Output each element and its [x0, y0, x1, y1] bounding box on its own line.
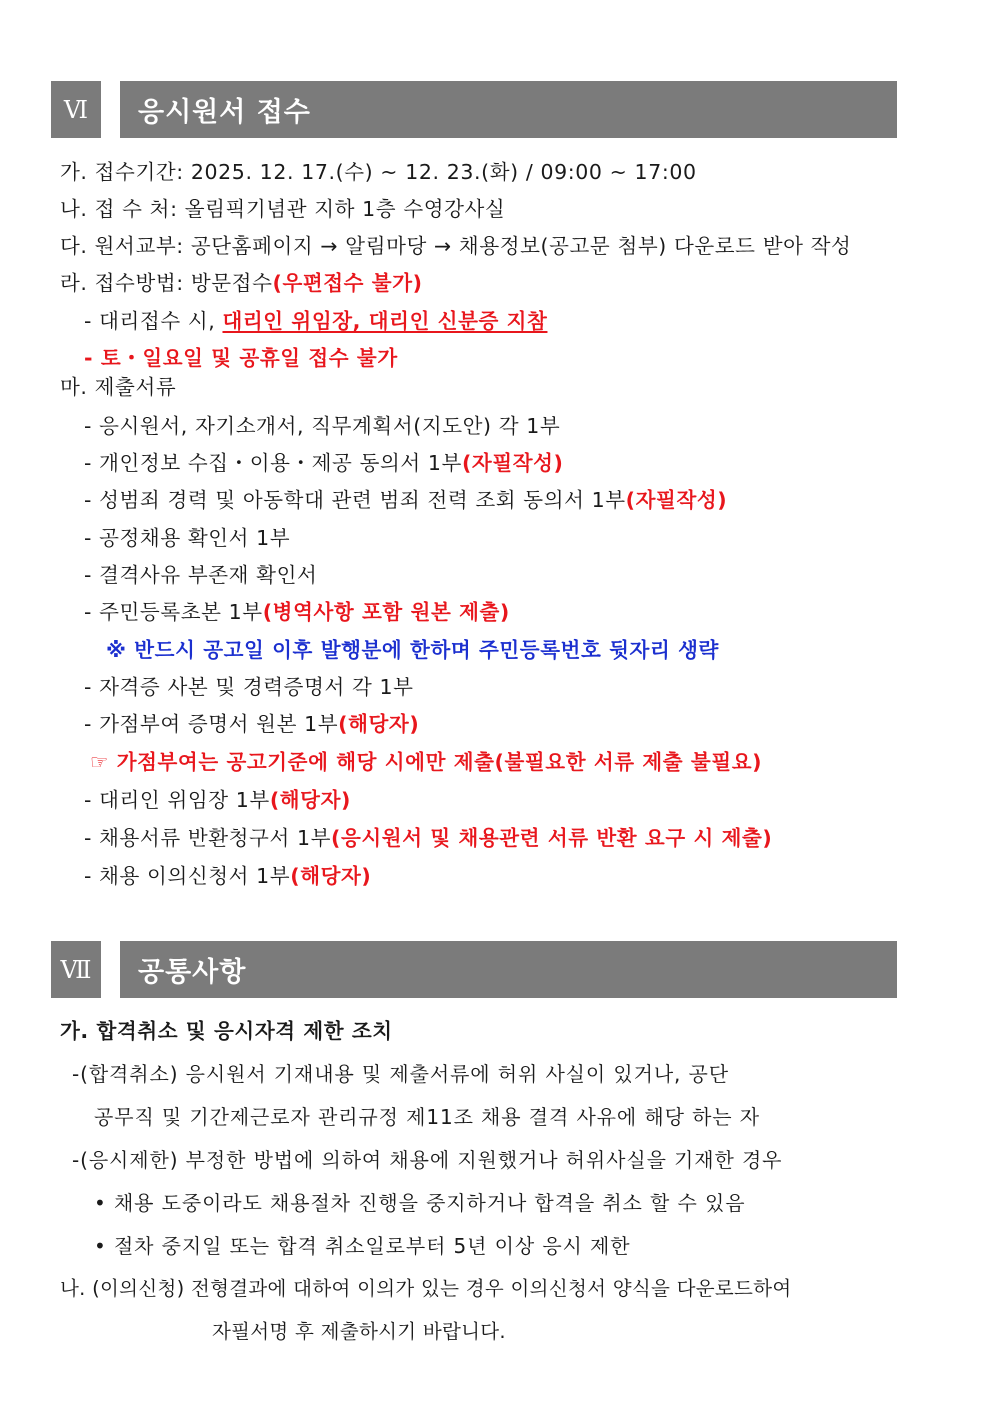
- receipt-method-text: 라. 접수방법: 방문접수: [60, 271, 273, 295]
- doc-item-text: - 가점부여 증명서 원본 1부: [84, 712, 339, 736]
- subsection-heading: 가. 합격취소 및 응시자격 제한 조치: [60, 1019, 393, 1043]
- section-number: Ⅵ: [51, 81, 101, 138]
- doc-item: [84, 786, 351, 814]
- section-7-header: [51, 941, 897, 998]
- rule-item-continued: 공무직 및 기간제근로자 관리규정 제11조 채용 결격 사유에 해당 하는 자: [94, 1105, 760, 1129]
- receipt-period: 가. 접수기간: 2025. 12. 17.(수) ~ 12. 23.(화) / 09:00 ~ 17:00: [60, 160, 697, 184]
- doc-item-note: (해당자): [338, 712, 420, 736]
- receipt-method: [60, 269, 423, 297]
- doc-item: [84, 710, 419, 738]
- doc-item: - 자격증 사본 및 경력증명서 각 1부: [84, 675, 414, 699]
- receipt-method-note: (우편접수 불가): [272, 271, 423, 295]
- objection-notice: 나. (이의신청) 전형결과에 대하여 이의가 있는 경우 이의신청서 양식을 다운로드하여: [60, 1277, 792, 1300]
- doc-item-note: (해당자): [269, 788, 351, 812]
- doc-item-note: (자필작성): [461, 451, 564, 475]
- rule-item: -(합격취소) 응시원서 기재내용 및 제출서류에 허위 사실이 있거나, 공단: [72, 1062, 729, 1086]
- doc-item: [84, 824, 772, 852]
- doc-item: [84, 598, 510, 626]
- doc-item-note: (해당자): [290, 864, 372, 888]
- receipt-place: 나. 접 수 처: 올림픽기념관 지하 1층 수영강사실: [60, 197, 506, 221]
- doc-item-note: (병역사항 포함 원본 제출): [262, 600, 510, 624]
- doc-item-text: - 개인정보 수집・이용・제공 동의서 1부: [84, 451, 462, 475]
- doc-item-note: (자필작성): [625, 488, 728, 512]
- doc-item-note: (응시원서 및 채용관련 서류 반환 요구 시 제출): [331, 826, 773, 850]
- doc-item: [84, 449, 564, 477]
- doc-item: - 응시원서, 자기소개서, 직무계획서(지도안) 각 1부: [84, 414, 561, 438]
- rule-item: -(응시제한) 부정한 방법에 의하여 채용에 지원했거나 허위사실을 기재한 경우: [72, 1148, 783, 1172]
- form-distribution: 다. 원서교부: 공단홈페이지 → 알림마당 → 채용정보(공고문 첨부) 다운로드 받아 작성: [60, 234, 852, 258]
- objection-notice-continued: 자필서명 후 제출하시기 바랍니다.: [212, 1320, 506, 1343]
- documents-heading: 마. 제출서류: [60, 375, 177, 399]
- rule-bullet: • 채용 도중이라도 채용절차 진행을 중지하거나 합격을 취소 할 수 있음: [94, 1191, 746, 1215]
- doc-item: [84, 486, 727, 514]
- doc-item: - 결격사유 부존재 확인서: [84, 563, 318, 587]
- doc-item-text: - 채용 이의신청서 1부: [84, 864, 291, 888]
- doc-item: [84, 862, 371, 890]
- doc-remark: ※ 반드시 공고일 이후 발행분에 한하며 주민등록번호 뒷자리 생략: [106, 638, 719, 662]
- section-title: 응시원서 접수: [120, 81, 897, 138]
- section-6-header: [51, 81, 897, 138]
- proxy-receipt: [84, 307, 547, 335]
- doc-item-text: - 주민등록초본 1부: [84, 600, 263, 624]
- doc-item-text: - 대리인 위임장 1부: [84, 788, 270, 812]
- rule-bullet: • 절차 중지일 또는 합격 취소일로부터 5년 이상 응시 제한: [94, 1234, 631, 1258]
- proxy-receipt-text: - 대리접수 시,: [84, 309, 223, 333]
- doc-item-text: - 성범죄 경력 및 아동학대 관련 범죄 전력 조회 동의서 1부: [84, 488, 626, 512]
- doc-item-text: - 채용서류 반환청구서 1부: [84, 826, 332, 850]
- doc-remark: ☞ 가점부여는 공고기준에 해당 시에만 제출(불필요한 서류 제출 불필요): [90, 750, 763, 774]
- doc-item: - 공정채용 확인서 1부: [84, 526, 291, 550]
- proxy-receipt-note: 대리인 위임장, 대리인 신분증 지참: [222, 309, 548, 333]
- section-number: Ⅶ: [51, 941, 101, 998]
- section-title: 공통사항: [120, 941, 897, 998]
- holiday-notice: - 토・일요일 및 공휴일 접수 불가: [84, 346, 398, 370]
